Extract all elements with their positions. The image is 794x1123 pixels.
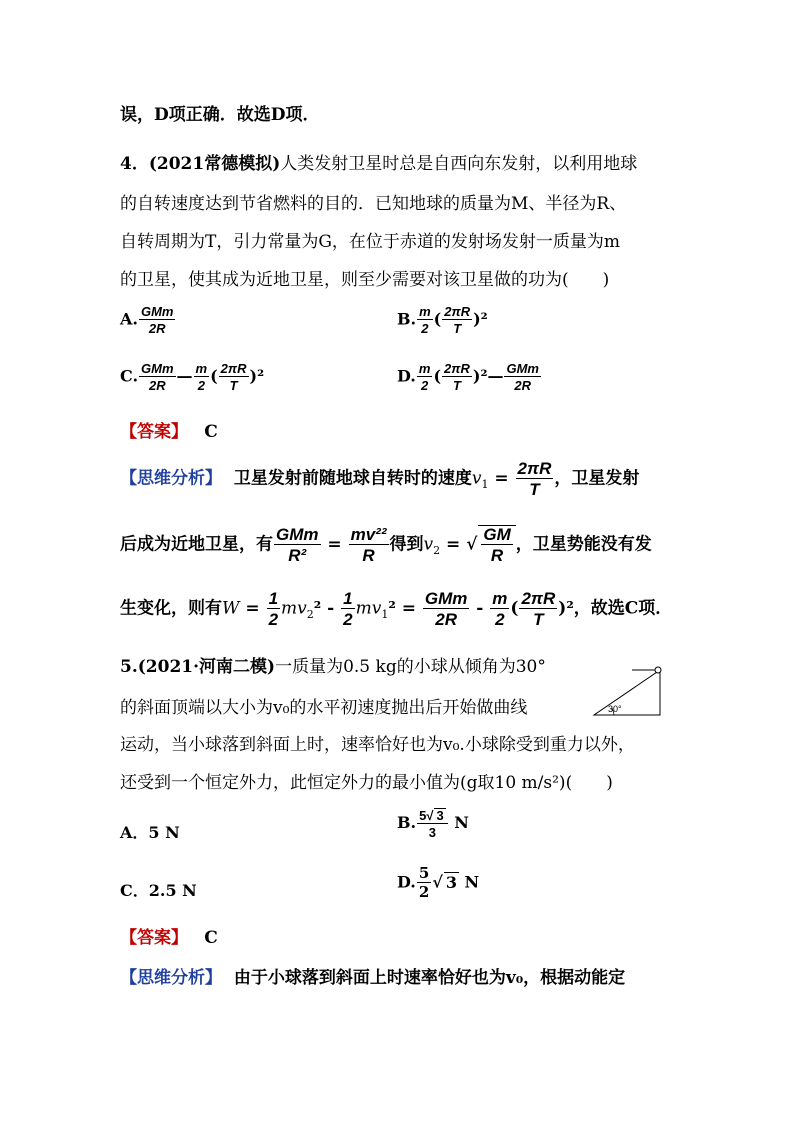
q4-number: 4． xyxy=(120,154,149,174)
q5-line3: 运动，当小球落到斜面上时，速率恰好也为v₀.小球除受到重力以外， xyxy=(120,735,635,755)
q5-option-a: A．5 N xyxy=(120,823,180,842)
q5-line1-text: 一质量为0.5 kg的小球从倾角为30° xyxy=(275,657,546,677)
answer-tag: 【答案】 xyxy=(120,422,188,442)
q4-line1-text: 人类发射卫星时总是自西向东发射，以利用地球 xyxy=(280,154,638,174)
q4-option-b: B. $\frac{m}{2}$ ( $\frac{2\pi R}{T}$ )² xyxy=(397,304,488,336)
answer-value: C xyxy=(204,928,218,948)
q4-line3: 自转周期为T，引力常量为G，在位于赤道的发射场发射一质量为m xyxy=(120,232,621,252)
q5-option-d-unit: N xyxy=(464,872,480,892)
q4-option-a: A. $\frac{\text{GMm}}{2R}$ xyxy=(120,304,174,336)
q4-option-c: C. $\frac{\text{GMm}}{2R}$ — $\frac{m}{2}$ ( $\frac{2\pi R}{T}$ )² xyxy=(120,361,265,393)
answer-tag: 【答案】 xyxy=(120,928,188,948)
q5-line2: 的斜面顶端以大小为v₀的水平初速度抛出后开始做曲线 xyxy=(120,698,528,718)
q5-option-d: D. $\frac{5}{2}$ √ 3 N xyxy=(397,864,480,901)
q4-line2: 的自转速度达到节省燃料的目的．已知地球的质量为M、半径为R、 xyxy=(120,194,627,214)
q4-option-d: D. $\frac{m}{2}$ ( $\frac{2\pi R}{T}$ )²— $\frac{\text{GMm}}{2R}$ xyxy=(397,361,539,393)
q4-analysis-line1: 【思维分析】 卫星发射前随地球自转时的速度$v_1$ = $\frac{2\pi R}{T}$ ，卫星发射 xyxy=(120,459,640,499)
q4-answer xyxy=(120,420,218,444)
answer-value: C xyxy=(204,422,218,442)
q4-source: (2021常德模拟) xyxy=(148,154,281,174)
q5-source: (2021·河南二模) xyxy=(137,657,276,677)
q4-analysis-line3: 生变化，则有W = $\frac{1}{2}$ $mv_2^2$ - $\frac{1}{2}$ $mv_1^2$ = $\frac{\text{GMm}}{2R}$ - $\frac{m}{2}$ ( $\frac{2\pi R}{T}$ )²，故选C项． xyxy=(120,589,673,629)
q5-analysis-line1: 【思维分析】 由于小球落到斜面上时速率恰好也为v₀，根据动能定 xyxy=(120,968,626,988)
angle-label: 30° xyxy=(608,704,622,714)
q4-analysis-line2: 后成为近地卫星，有 $\frac{\text{GMm}}{\text{R²}}$ = $\frac{\text{mv²²}}{R}$ 得到$v_2$ = √ $\frac{GM}{R}$ ，卫星势能没有发 xyxy=(120,525,652,565)
q5-line4: 还受到一个恒定外力，此恒定外力的最小值为(g取10 m/s²)( ) xyxy=(120,773,613,793)
analysis-tag: 【思维分析】 xyxy=(120,968,222,988)
q5-answer xyxy=(120,926,218,950)
q5-option-b: B. $\frac{5√ 3}{3}$ N xyxy=(397,808,469,840)
top-line: 误，D项正确．故选D项． xyxy=(120,105,320,125)
q5-option-c: C．2.5 N xyxy=(120,881,197,900)
analysis-tag: 【思维分析】 xyxy=(120,468,222,489)
q4-line4: 的卫星，使其成为近地卫星，则至少需要对该卫星做的功为( ) xyxy=(120,270,610,290)
formula-gmm-2r: $\frac{\text{GMm}}{2R}$ xyxy=(140,304,174,336)
ball xyxy=(655,667,661,673)
incline-diagram xyxy=(590,660,670,720)
q4-line1 xyxy=(120,152,637,176)
q5-number: 5. xyxy=(120,657,138,677)
q5-line1 xyxy=(120,655,546,679)
